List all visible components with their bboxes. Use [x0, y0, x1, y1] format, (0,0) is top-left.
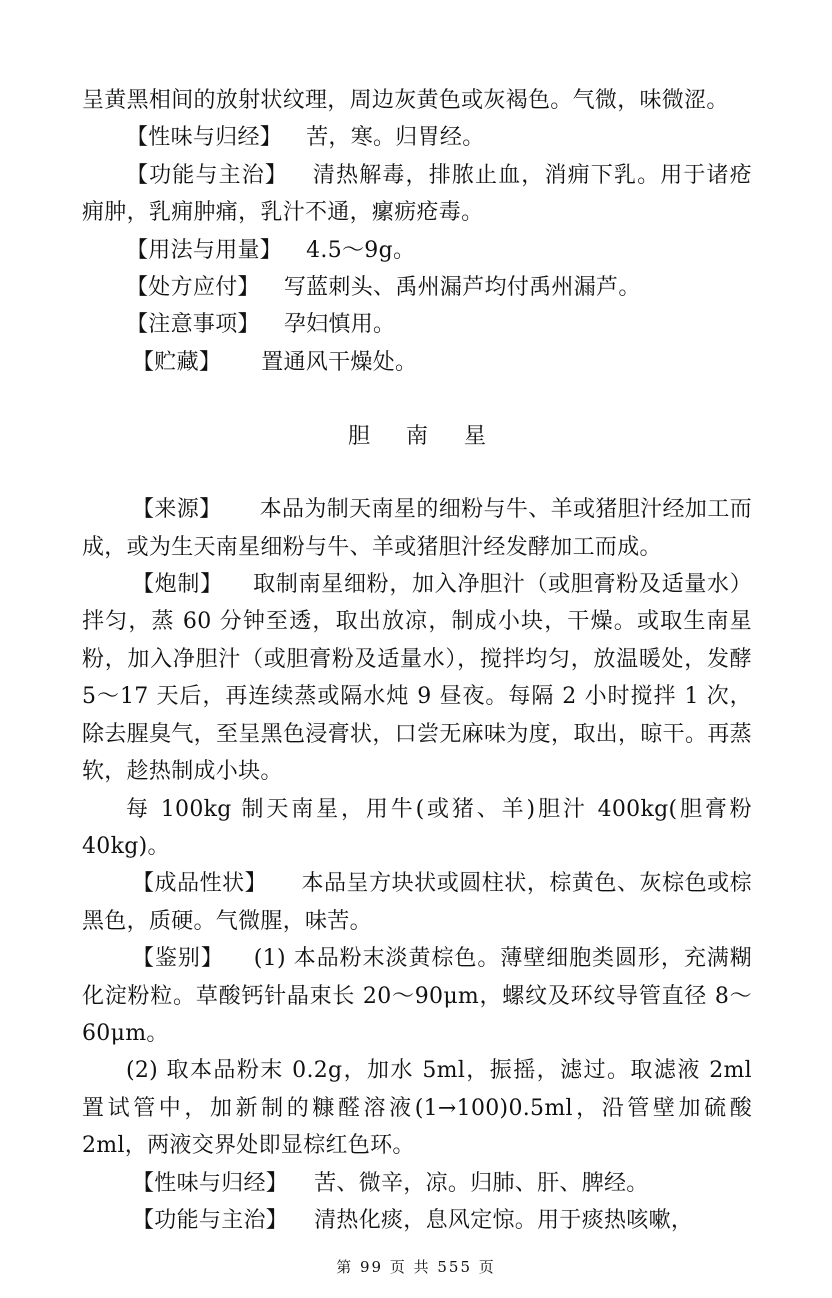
- paozhi-ratio-paragraph: 每 100kg 制天南星，用牛(或猪、羊)胆汁 400kg(胆膏粉 40kg)。: [82, 796, 752, 859]
- entry-title: 胆南星: [347, 424, 522, 450]
- jianbie-paragraph: [82, 940, 752, 1052]
- section-heading: 【鉴别】: [132, 946, 224, 972]
- gongneng-paragraph: [82, 1202, 752, 1239]
- section-text: 取制南星细粉，加入净胆汁（或胆膏粉及适量水）拌匀，蒸 60 分钟至透，取出放凉，制成小块，干燥。或取生南星粉，加入净胆汁（或胆膏粉及适量水），搅拌均匀，放温暖处，发酵 5～17 天后，再连续蒸或隔水炖 9 昼夜。每隔 2 小时搅拌 1 次，除去腥臭气，至呈黑色浸膏状，口尝无麻味为度，取出，晾干。再蒸软，趁热制成小块。: [82, 572, 753, 785]
- section-heading: 【炮制】: [132, 572, 223, 598]
- prev-yongfa-paragraph: [82, 232, 752, 269]
- section-heading: 【处方应付】: [126, 275, 260, 301]
- continuation-paragraph: 呈黄黑相间的放射状纹理，周边灰黄色或灰褐色。气微，味微涩。: [82, 88, 729, 113]
- section-heading: 【功能与主治】: [126, 162, 289, 188]
- section-heading: 【功能与主治】: [132, 1207, 289, 1233]
- prev-zhucang-paragraph: [82, 344, 752, 381]
- paozhi-paragraph: [82, 566, 752, 790]
- prev-zhuyi-paragraph: [82, 306, 752, 343]
- section-heading: 【注意事项】: [126, 312, 260, 338]
- page-body: [82, 82, 752, 1239]
- prev-gongneng-paragraph: [82, 157, 752, 232]
- section-text: 写蓝刺头、禹州漏芦均付禹州漏芦。: [283, 275, 641, 301]
- page-footer: 第 99 页 共 555 页: [336, 1258, 496, 1276]
- section-text: 清热化痰，息风定惊。用于痰热咳嗽，: [314, 1207, 694, 1233]
- section-heading: 【性味与归经】: [126, 125, 283, 151]
- laiyuan-paragraph: [82, 491, 752, 566]
- section-heading: 【贮藏】: [132, 349, 222, 375]
- jianbie-2-paragraph: (2) 取本品粉末 0.2g，加水 5ml，振摇，滤过。取滤液 2ml 置试管中，加新制的糠醛溶液(1→100)0.5ml，沿管壁加硫酸 2ml，两液交界处即显棕红色环。: [82, 1058, 752, 1159]
- section-heading: 【用法与用量】: [126, 237, 283, 263]
- section-text: (1) 本品粉末淡黄棕色。薄壁细胞类圆形，充满糊化淀粉粒。草酸钙针晶束长 20～90μm，螺纹及环纹导管直径 8～60μm。: [82, 946, 753, 1046]
- section-text: 孕妇慎用。: [283, 312, 396, 338]
- section-text: 本品为制天南星的细粉与牛、羊或猪胆汁经加工而成，或为生天南星细粉与牛、羊或猪胆汁经发酵加工而成。: [82, 497, 752, 560]
- section-text: 苦、微辛，凉。归肺、肝、脾经。: [314, 1170, 649, 1196]
- section-text: 苦，寒。归胃经。: [306, 125, 485, 151]
- section-heading: 【来源】: [132, 497, 222, 523]
- section-heading: 【性味与归经】: [132, 1170, 289, 1196]
- prev-xingwei-paragraph: [82, 119, 752, 156]
- section-text: 4.5～9g。: [306, 237, 416, 263]
- section-heading: 【成品性状】: [132, 871, 268, 897]
- section-text: 清热解毒，排脓止血，消痈下乳。用于诸疮痈肿，乳痈肿痛，乳汁不通，瘰疬疮毒。: [82, 162, 752, 226]
- section-text: 置通风干燥处。: [261, 349, 418, 375]
- prev-chufang-paragraph: [82, 269, 752, 306]
- xingzhuang-paragraph: [82, 865, 752, 940]
- section-text: 本品呈方块状或圆柱状，棕黄色、灰棕色或棕黑色，质硬。气微腥，味苦。: [82, 871, 752, 934]
- xingwei-paragraph: [82, 1165, 752, 1202]
